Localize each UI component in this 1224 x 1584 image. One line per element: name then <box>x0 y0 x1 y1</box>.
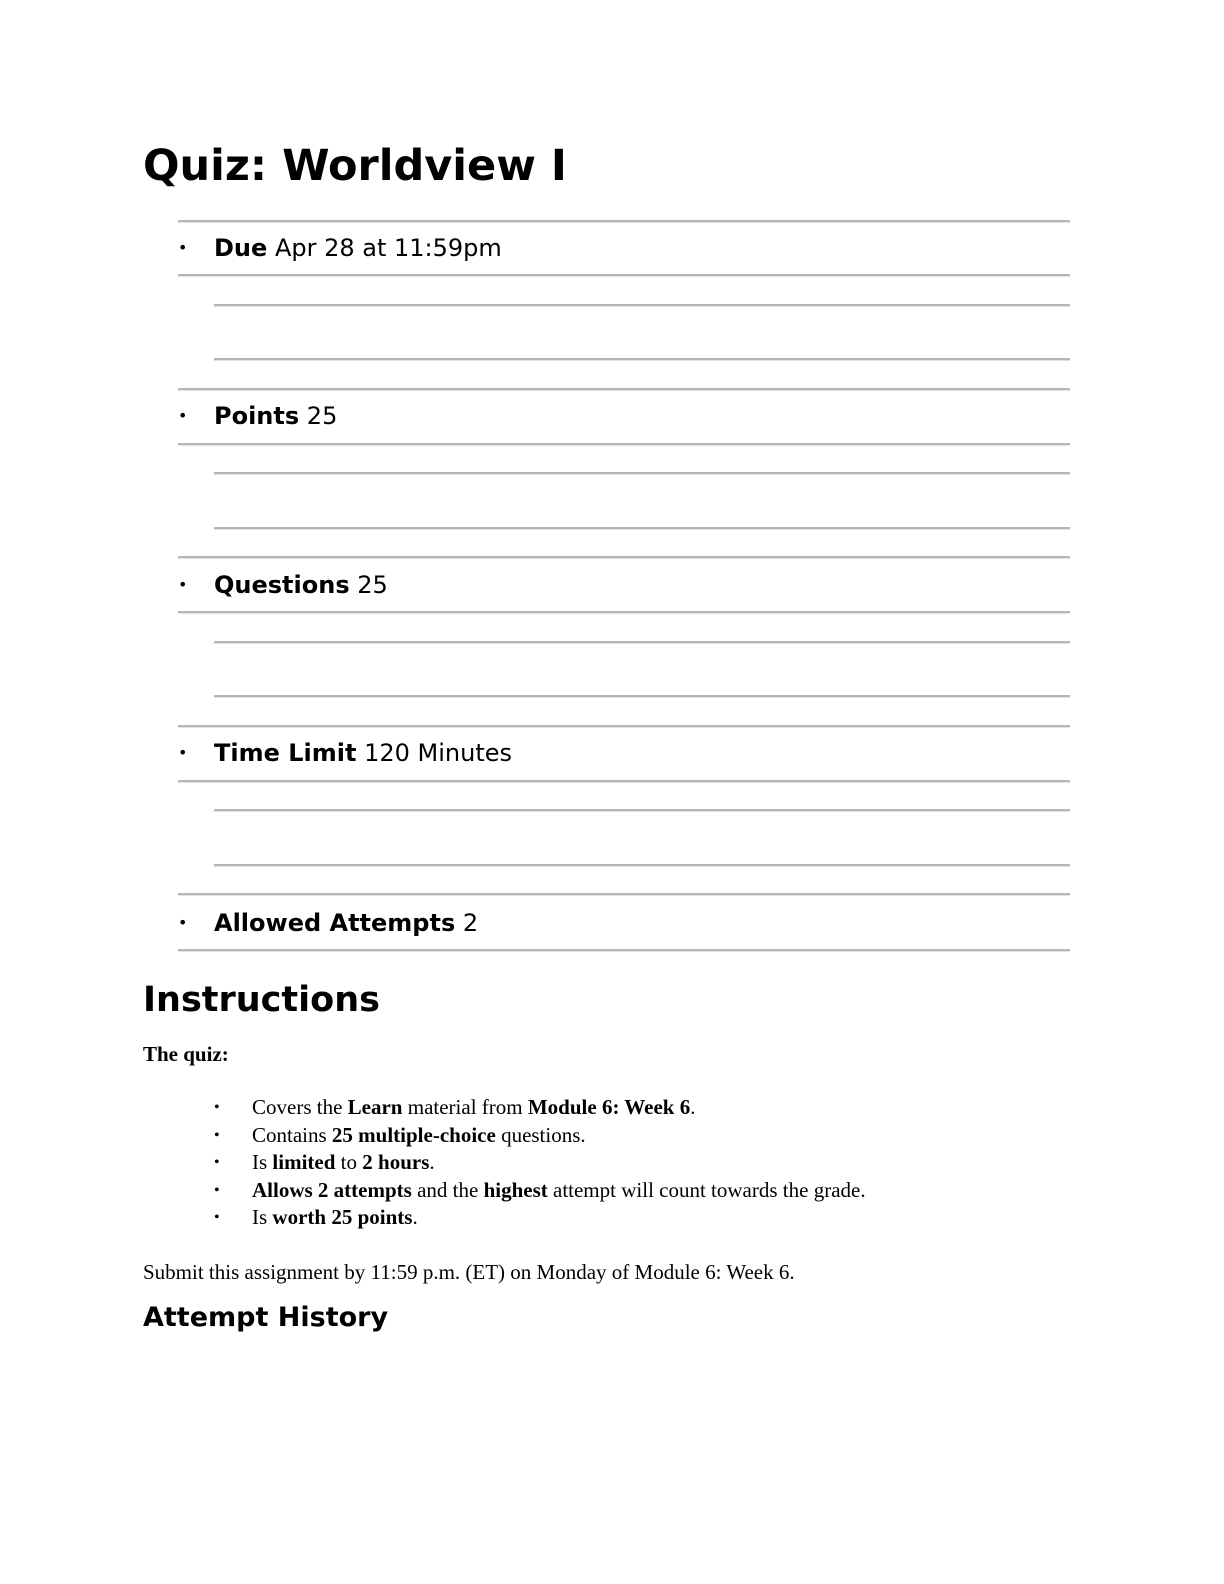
body-text: . <box>429 1150 435 1175</box>
detail-points <box>178 391 1070 441</box>
detail-questions <box>178 560 1070 610</box>
attempt-history-heading: Attempt History <box>143 1302 389 1333</box>
bullet: • <box>178 743 188 762</box>
emphasis-text: worth 25 points <box>272 1205 413 1230</box>
bullet: • <box>214 1209 220 1227</box>
detail-value: 120 Minutes <box>364 739 513 767</box>
body-text: to <box>335 1150 363 1175</box>
page-title: Quiz: Worldview I <box>143 141 567 191</box>
body-text: attempt will count towards the grade. <box>547 1177 866 1202</box>
instructions-list-item <box>214 1122 866 1150</box>
body-text: . <box>690 1095 696 1119</box>
detail-label: Time Limit <box>214 739 357 767</box>
divider <box>214 304 1070 307</box>
body-text: Covers the <box>252 1095 348 1119</box>
body-text: Is <box>252 1205 273 1230</box>
bullet: • <box>178 406 188 425</box>
body-text: . <box>412 1205 418 1230</box>
instructions-list-item <box>214 1204 866 1232</box>
body-text: questions. <box>495 1122 586 1147</box>
detail-label: Questions <box>214 571 350 599</box>
detail-time-limit <box>178 728 1070 778</box>
instructions-list-item <box>214 1094 866 1122</box>
divider <box>178 611 1070 614</box>
detail-label: Due <box>214 234 268 262</box>
detail-label: Points <box>214 402 300 430</box>
divider <box>178 556 1070 559</box>
detail-allowed-attempts <box>178 898 1070 948</box>
bullet: • <box>178 575 188 594</box>
emphasis-text: Module 6: Week 6 <box>527 1095 691 1119</box>
detail-value: Apr 28 at 11:59pm <box>274 234 502 262</box>
divider <box>178 780 1070 783</box>
bullet: • <box>178 913 188 932</box>
emphasis-text: limited <box>272 1150 336 1175</box>
divider <box>214 695 1070 698</box>
divider <box>214 641 1070 644</box>
divider <box>214 472 1070 475</box>
emphasis-text: highest <box>483 1177 548 1202</box>
divider <box>178 274 1070 277</box>
detail-due <box>178 223 1070 273</box>
bullet: • <box>178 238 188 257</box>
emphasis-text: 25 multiple-choice <box>331 1122 496 1147</box>
body-text: and the <box>411 1177 484 1202</box>
body-text: Contains <box>252 1122 332 1147</box>
bullet: • <box>214 1181 220 1199</box>
instructions-list <box>214 1094 866 1232</box>
detail-value: 25 <box>357 571 388 599</box>
body-text: material from <box>402 1095 528 1119</box>
instructions-list-item <box>214 1177 866 1205</box>
bullet: • <box>214 1126 220 1144</box>
body-text: Is <box>252 1150 273 1175</box>
divider <box>214 527 1070 530</box>
divider <box>214 864 1070 867</box>
bullet: • <box>214 1154 220 1172</box>
emphasis-text: 2 hours <box>362 1150 430 1175</box>
divider <box>178 949 1070 952</box>
detail-value: 25 <box>306 402 338 430</box>
instructions-lead: The quiz: <box>143 1042 229 1066</box>
emphasis-text: Learn <box>347 1095 403 1119</box>
detail-value: 2 <box>462 909 479 937</box>
emphasis-text: Allows 2 attempts <box>252 1177 412 1202</box>
instructions-list-item <box>214 1149 866 1177</box>
divider <box>214 358 1070 361</box>
submit-note: Submit this assignment by 11:59 p.m. (ET) on Monday of Module 6: Week 6. <box>143 1260 795 1284</box>
divider <box>214 809 1070 812</box>
instructions-heading: Instructions <box>143 980 380 1020</box>
divider <box>178 443 1070 446</box>
divider <box>178 893 1070 896</box>
detail-label: Allowed Attempts <box>214 909 456 937</box>
bullet: • <box>214 1099 220 1116</box>
